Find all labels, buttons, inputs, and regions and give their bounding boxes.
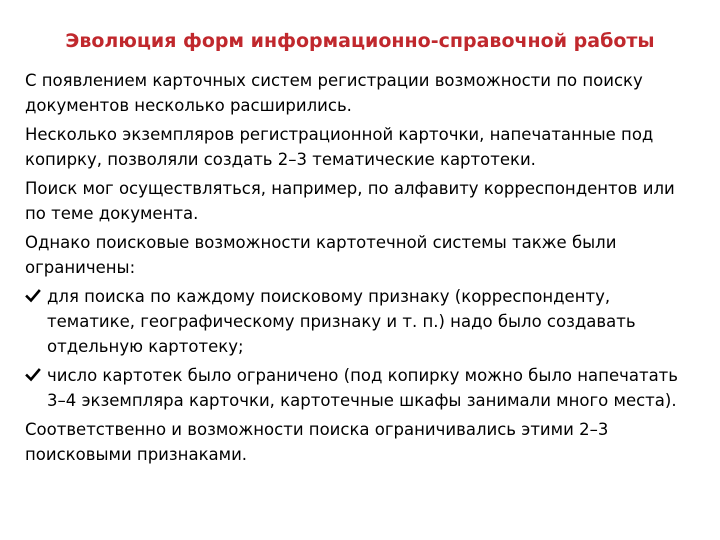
conclusion-paragraph: Соответственно и возможности поиска ограничивались этими 2–3 поисковыми признаками.	[25, 420, 609, 464]
slide-body	[25, 68, 697, 471]
bullet-text-2: число картотек было ограничено (под копирку можно было напечатать 3–4 экземпляра карточки, картотечные шкафы занимали много места).	[47, 366, 679, 410]
bullet-item-1	[25, 284, 697, 359]
bullet-text-1: для поиска по каждому поисковому признаку (корреспонденту, тематике, географическому признаку и т. п.) надо было создавать отдельную картотеку;	[47, 287, 636, 356]
bullet-item-2	[25, 363, 697, 413]
paragraph-2: Несколько экземпляров регистрационной карточки, напечатанные под копирку, позволяли создать 2–3 тематические картотеки.	[25, 125, 654, 169]
checkmark-icon	[25, 367, 41, 383]
paragraph-4: Однако поисковые возможности картотечной системы также были ограничены:	[25, 233, 617, 277]
paragraph-3: Поиск мог осуществляться, например, по алфавиту корреспондентов или по теме документа.	[25, 179, 675, 223]
checkmark-icon	[25, 288, 41, 304]
slide-title: Эволюция форм информационно-справочной работы	[65, 30, 655, 52]
paragraph-1: С появлением карточных систем регистрации возможности по поиску документов несколько расширились.	[25, 71, 643, 115]
